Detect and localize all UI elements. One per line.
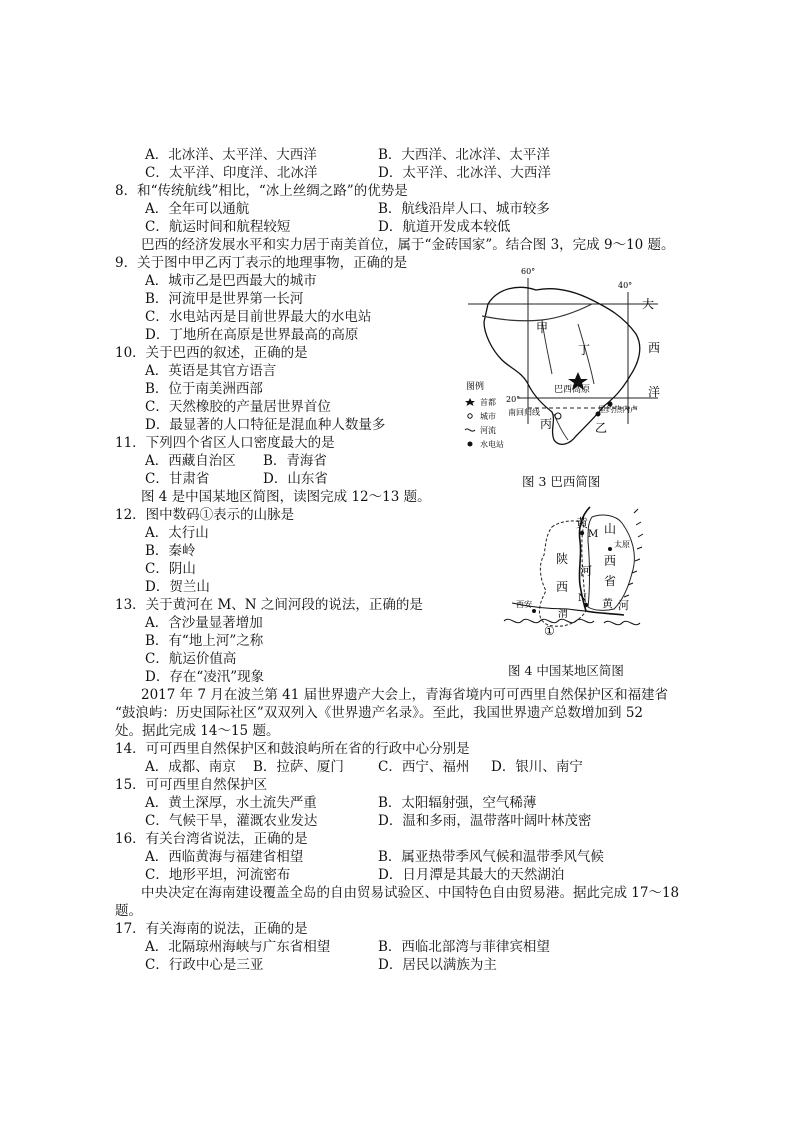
legend-star-icon: [465, 398, 475, 406]
q12-option-a: A．太行山: [145, 525, 209, 541]
q10-stem: 10．关于巴西的叙述，正确的是: [115, 345, 308, 361]
q16-option-b: B．属亚热带季风气候和温带季风气候: [378, 849, 604, 865]
label-huang: 黄: [576, 516, 589, 530]
label-ocean-da: 大: [642, 297, 655, 311]
label-shanxi-xi: 西: [604, 554, 617, 568]
label-shan: 山: [604, 522, 617, 536]
label-m: M: [588, 529, 599, 540]
q8-stem: 8．和“传统航线”相比，“冰上丝绸之路”的优势是: [115, 183, 408, 199]
city-taiyuan: [608, 547, 612, 551]
q11-option-a: A．西藏自治区: [145, 453, 236, 469]
figure-4-china-map: [494, 493, 662, 653]
label-n: N: [578, 593, 587, 604]
intro-china: 图 4 是中国某地区简图，读图完成 12～13 题。: [141, 489, 431, 505]
label-rio: 里约热内卢: [598, 405, 638, 414]
label-shaan: 陕: [556, 552, 569, 566]
q10-option-a: A．英语是其官方语言: [145, 363, 277, 379]
q15-option-b: B．太阳辐射强，空气稀薄: [378, 795, 537, 811]
q12-option-d: D．贺兰山: [145, 579, 210, 595]
q12-option-b: B．秦岭: [145, 543, 196, 559]
intro-hainan-line-1: 中央决定在海南建设覆盖全岛的自由贸易试验区、中国特色自由贸易港。据此完成 17～18: [141, 885, 680, 901]
q13-option-a: A．含沙量显著增加: [145, 615, 263, 631]
q8-option-c: C．航运时间和航程较短: [145, 219, 291, 235]
label-shaanxi-xi: 西: [556, 580, 569, 594]
q17-option-d: D．居民以满族为主: [378, 957, 497, 973]
q16-option-c: C．地形平坦，河流密布: [145, 867, 291, 883]
legend-title: 图例: [466, 382, 485, 392]
q17-option-b: B．西临北部湾与菲律宾相望: [378, 939, 550, 955]
q7-option-a: A．北冰洋、太平洋、大西洋: [145, 147, 317, 163]
legend-river: 河流: [480, 426, 496, 435]
q13-option-b: B．有“地上河”之称: [145, 633, 264, 649]
q9-option-d: D．丁地所在高原是世界最高的高原: [145, 327, 359, 343]
q9-option-c: C．水电站丙是目前世界最大的水电站: [145, 309, 372, 325]
china-region-map-graphic: [494, 493, 662, 653]
label-tropic: 南回归线: [508, 408, 540, 417]
q11-option-c: C．甘肃省: [145, 471, 210, 487]
q11-stem: 11．下列四个省区人口密度最大的是: [115, 435, 335, 451]
label-sheng: 省: [604, 574, 617, 588]
q10-option-b: B．位于南美洲西部: [145, 381, 263, 397]
q17-option-c: C．行政中心是三亚: [145, 957, 264, 973]
label-yellow-1: 黄: [602, 597, 613, 610]
q14-option-c: C．西宁、福州: [378, 759, 470, 775]
label-brazil-highland: 巴西高原: [554, 385, 591, 395]
mountain-east: [604, 621, 640, 624]
q14-option-b: B．拉萨、厦门: [253, 759, 344, 775]
label-bing: 丙: [540, 417, 553, 431]
legend-capital: 首都: [480, 398, 496, 407]
label-ocean-yang: 洋: [648, 385, 661, 399]
q9-option-b: B．河流甲是世界第一长河: [145, 291, 304, 307]
q13-stem: 13．关于黄河在 M、N 之间河段的说法，正确的是: [115, 597, 423, 613]
brazil-map-graphic: [458, 264, 680, 464]
label-yi: 乙: [595, 421, 608, 435]
intro-heritage-line-3: 处。据此完成 14～15 题。: [115, 723, 280, 739]
label-xian: 西安: [516, 600, 532, 609]
q7-option-d: D．太平洋、北冰洋、大西洋: [378, 165, 551, 181]
q13-option-d: D．存在“凌汛”现象: [145, 669, 265, 685]
q8-option-d: D．航道开发成本较低: [378, 219, 511, 235]
label-ding: 丁: [578, 343, 591, 357]
q16-option-d: D．日月潭是其最大的天然湖泊: [378, 867, 565, 883]
label-wei: 渭: [558, 609, 568, 620]
legend-city-icon: [468, 414, 472, 418]
q12-option-c: C．阴山: [145, 561, 196, 577]
city-xian: [532, 609, 536, 613]
intro-heritage-line-1: 2017 年 7 月在波兰第 41 届世界遗产大会上，青海省境内可可西里自然保护区和福建省: [141, 687, 669, 703]
intro-brazil: 巴西的经济发展水平和实力居于南美首位，属于“金砖国家”。结合图 3，完成 9～10 题。: [141, 237, 675, 253]
label-lat-20: 20°: [506, 395, 521, 404]
label-jia: 甲: [536, 321, 549, 335]
figure-3-brazil-map: [458, 264, 680, 464]
intro-hainan-line-2: 题。: [115, 903, 142, 919]
label-lon-60: 60°: [521, 267, 536, 276]
legend-hydro-icon: [468, 442, 473, 447]
qinling-mountain: [504, 619, 594, 622]
hydro-station-bing: [555, 413, 561, 419]
q7-option-c: C．太平洋、印度洋、北冰洋: [145, 165, 318, 181]
q13-option-c: C．航运价值高: [145, 651, 237, 667]
label-he: 河: [580, 564, 593, 578]
q16-stem: 16．有关台湾省说法，正确的是: [115, 831, 308, 847]
q15-option-d: D．温和多雨，温带落叶阔叶林茂密: [378, 813, 592, 829]
label-yellow-2: 河: [618, 599, 629, 612]
brazil-outline: [484, 287, 640, 444]
label-one: ①: [544, 624, 555, 638]
q11-option-d: D．山东省: [263, 471, 328, 487]
q14-option-a: A．成都、南京: [145, 759, 236, 775]
q14-option-d: D．银川、南宁: [491, 759, 583, 775]
intro-heritage-line-2: “鼓浪屿：历史国际社区”双双列入《世界遗产名录》。至此，我国世界遗产总数增加到 52: [115, 705, 644, 721]
legend-hydro: 水电站: [480, 440, 504, 449]
q10-option-d: D．最显著的人口特征是混血种人数量多: [145, 417, 386, 433]
q10-option-c: C．天然橡胶的产量居世界首位: [145, 399, 331, 415]
q15-option-c: C．气候干旱，灌溉农业发达: [145, 813, 318, 829]
q12-stem: 12．图中数码①表示的山脉是: [115, 507, 295, 523]
label-ocean-xi: 西: [648, 341, 661, 355]
q17-option-a: A．北隔琼州海峡与广东省相望: [145, 939, 331, 955]
legend-city: 城市: [480, 412, 496, 421]
q14-stem: 14．可可西里自然保护区和鼓浪屿所在省的行政中心分别是: [115, 741, 470, 757]
q15-option-a: A．黄土深厚，水土流失严重: [145, 795, 317, 811]
q8-option-b: B．航线沿岸人口、城市较多: [378, 201, 550, 217]
q11-option-b: B．青海省: [263, 453, 327, 469]
q9-stem: 9．关于图中甲乙丙丁表示的地理事物，正确的是: [115, 255, 408, 271]
label-lon-40: 40°: [618, 281, 633, 290]
river-jia: [482, 304, 592, 321]
figure-4-caption: 图 4 中国某地区简图: [508, 663, 624, 678]
q16-option-a: A．西临黄海与福建省相望: [145, 849, 304, 865]
q17-stem: 17．有关海南的说法，正确的是: [115, 921, 308, 937]
legend-river-icon: [465, 429, 475, 431]
label-taiyuan: 太原: [614, 540, 630, 549]
taihang-mountain-ticks: [624, 509, 643, 597]
q15-stem: 15．可可西里自然保护区: [115, 777, 268, 793]
q8-option-a: A．全年可以通航: [145, 201, 250, 217]
q9-option-a: A．城市乙是巴西最大的城市: [145, 273, 317, 289]
q7-option-b: B．大西洋、北冰洋、太平洋: [378, 147, 550, 163]
point-m: [580, 531, 584, 535]
figure-3-caption: 图 3 巴西简图: [522, 474, 601, 489]
